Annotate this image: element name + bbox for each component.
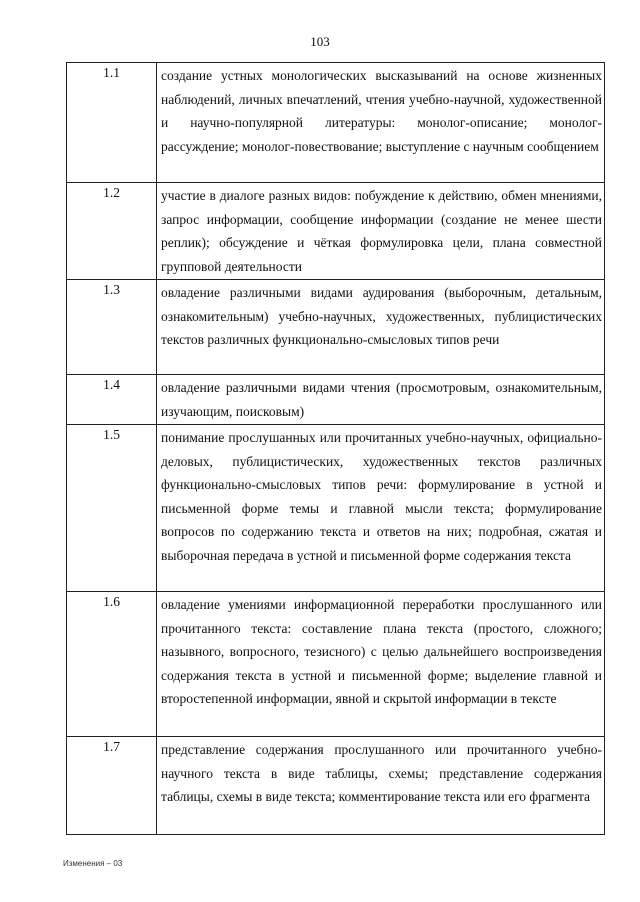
row-text: овладение умениями информационной переработки прослушанного или прочитанного текста: составление плана текста (простого, сложного; назывного, вопросного, тезисного) с целью дальнейшего воспроизведения содержания текста в устной и письменной форме; выделение главной и второстепенной информации, явной и скрытой информации в тексте: [157, 592, 605, 737]
row-number: 1.6: [67, 592, 157, 737]
row-text: понимание прослушанных или прочитанных учебно-научных, официально-деловых, публицистических, художественных текстов различных функционально-смысловых типов речи: формулирование в устной и письменной форме темы и главной мысли текста; формулирование вопросов по содержанию текста и ответов на них; подробная, сжатая и выборочная передача в устной и письменной форме содержания текста: [157, 425, 605, 592]
row-text: представление содержания прослушанного или прочитанного учебно-научного текста в виде таблицы, схемы; представление содержания таблицы, схемы в виде текста; комментирование текста или его фрагмента: [157, 737, 605, 835]
row-number: 1.5: [67, 425, 157, 592]
row-text: овладение различными видами чтения (просмотровым, ознакомительным, изучающим, поисковым): [157, 375, 605, 425]
table-row: [67, 425, 605, 592]
table-row: [67, 183, 605, 280]
table-row: [67, 592, 605, 737]
revision-footer: Изменения – 03: [63, 859, 123, 868]
row-number: 1.7: [67, 737, 157, 835]
row-text: участие в диалоге разных видов: побуждение к действию, обмен мнениями, запрос информации, сообщение информации (создание не менее шести реплик); обсуждение и чёткая формулировка цели, плана совместной групповой деятельности: [157, 183, 605, 280]
table-row: [67, 63, 605, 183]
table-row: [67, 375, 605, 425]
table-row: [67, 737, 605, 835]
requirements-table: [66, 62, 605, 835]
page-number: 103: [310, 34, 330, 49]
row-number: 1.1: [67, 63, 157, 183]
table-row: [67, 280, 605, 375]
row-text: создание устных монологических высказываний на основе жизненных наблюдений, личных впечатлений, чтения учебно-научной, художественной и научно-популярной литературы: монолог-описание; монолог-рассуждение; монолог-повествование; выступление с научным сообщением: [157, 63, 605, 183]
row-number: 1.3: [67, 280, 157, 375]
row-number: 1.2: [67, 183, 157, 280]
row-text: овладение различными видами аудирования (выборочным, детальным, ознакомительным) учебно-научных, художественных, публицистических текстов различных функционально-смысловых типов речи: [157, 280, 605, 375]
row-number: 1.4: [67, 375, 157, 425]
